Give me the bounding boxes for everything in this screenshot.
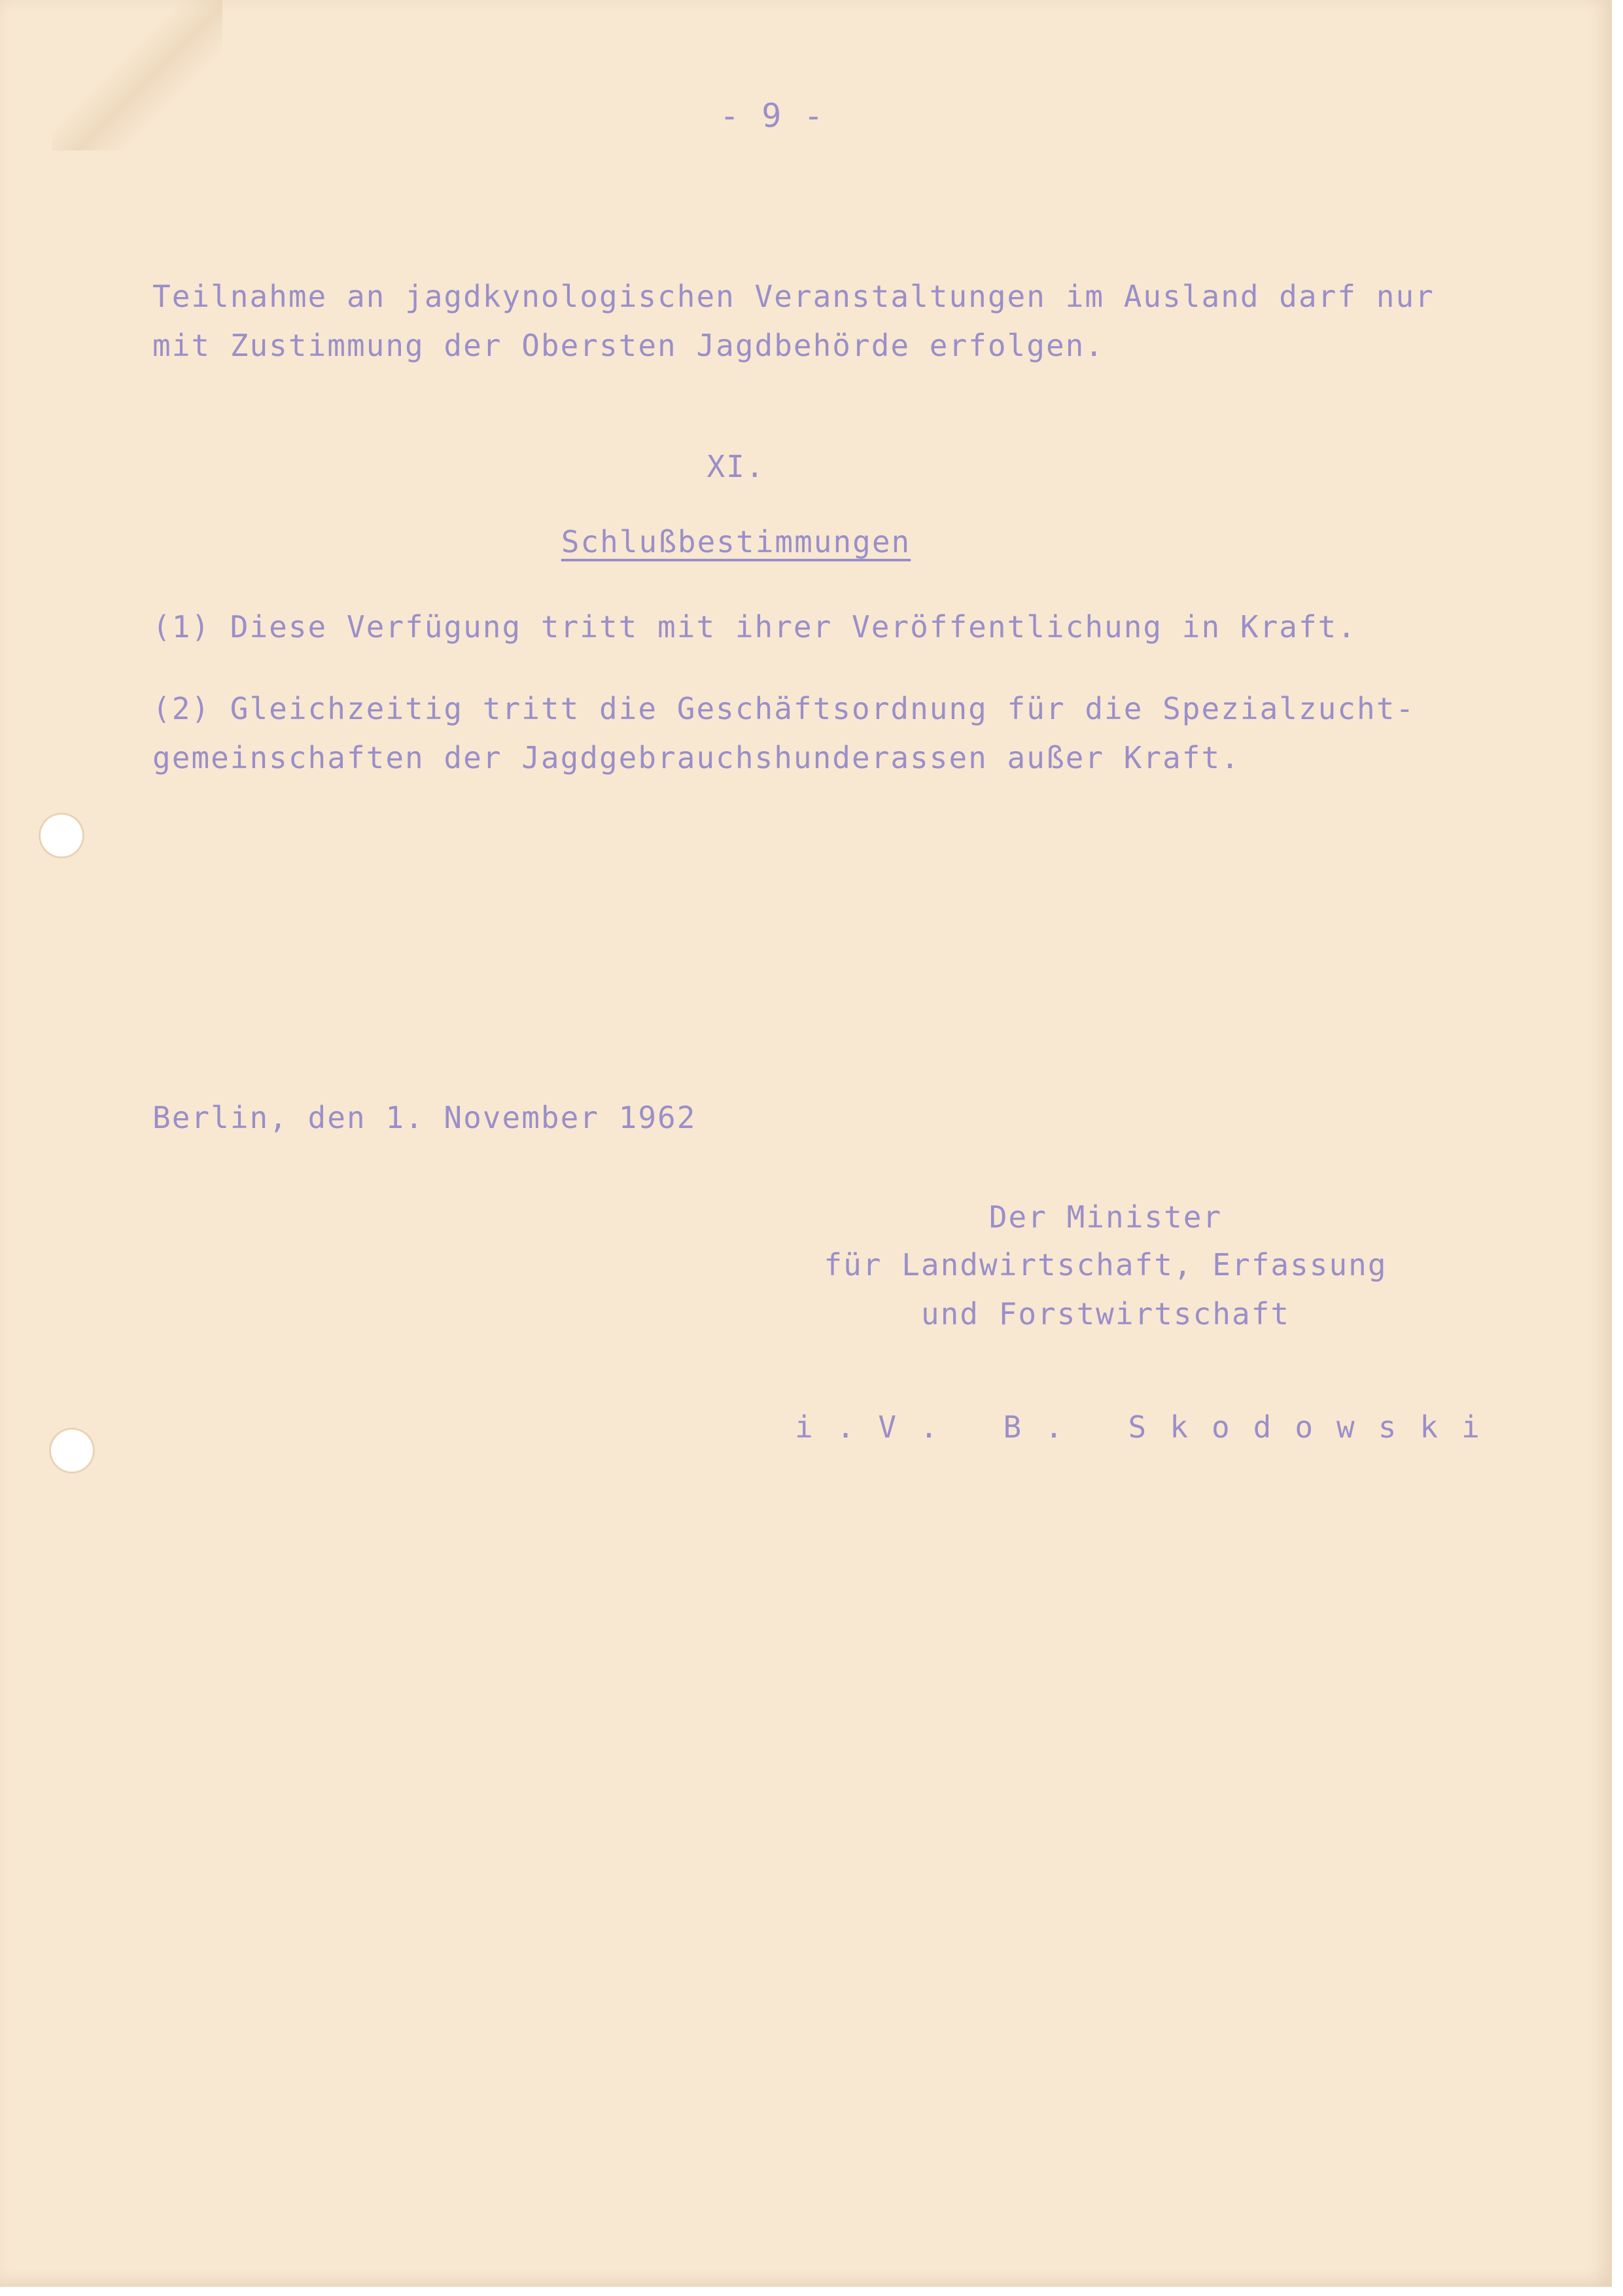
paragraph-1: (1) Diese Verfügung tritt mit ihrer Veröffentlichung in Kraft. (152, 609, 1357, 645)
section-heading-text: Schlußbestimmungen (561, 524, 911, 559)
continuation-line-2: mit Zustimmung der Obersten Jagdbehörde erfolgen. (152, 328, 1105, 363)
page-number: - 9 - (720, 97, 825, 135)
signature-line-3: und Forstwirtschaft (920, 1296, 1291, 1332)
punch-hole-bottom (51, 1430, 93, 1472)
signatory-name: i.V. B. Skodowski (795, 1409, 1503, 1445)
section-number: XI. (707, 449, 765, 484)
place-date: Berlin, den 1. November 1962 (152, 1100, 697, 1135)
section-heading (0, 524, 1472, 559)
paper-crease (52, 0, 222, 150)
continuation-line-1: Teilnahme an jagdkynologischen Veranstaltungen im Ausland darf nur (152, 279, 1435, 314)
signature-line-2: für Landwirtschaft, Erfassung (824, 1247, 1387, 1282)
punch-hole-top (41, 815, 82, 857)
paragraph-2-line-1: (2) Gleichzeitig tritt die Geschäftsordnung für die Spezialzucht- (152, 691, 1416, 726)
paragraph-2-line-2: gemeinschaften der Jagdgebrauchshunderassen außer Kraft. (152, 740, 1240, 775)
signature-line-1: Der Minister (988, 1199, 1223, 1235)
